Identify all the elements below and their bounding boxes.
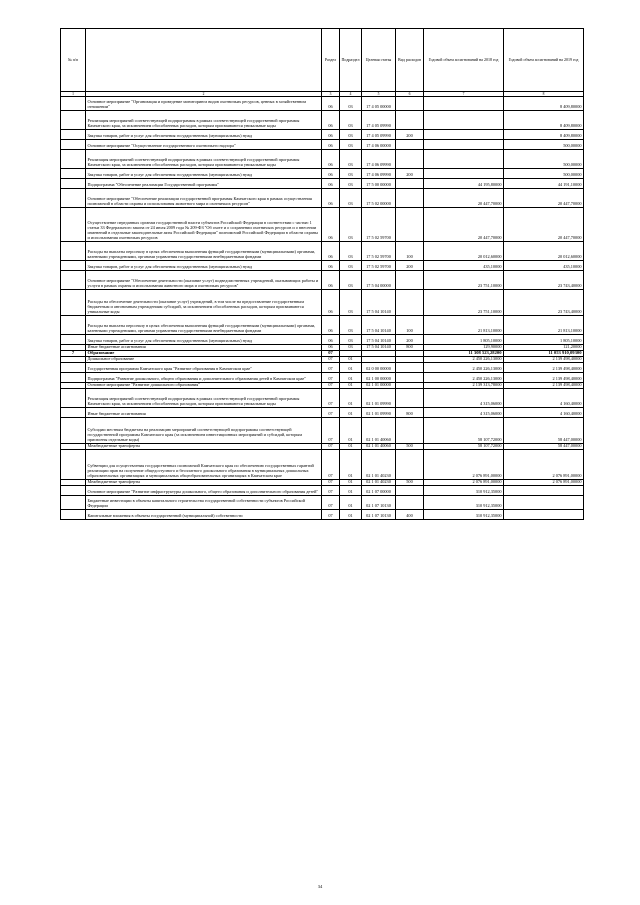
row-name: Подпрограмма "Обеспечение реализации Государственной программы" bbox=[86, 179, 322, 189]
row-subsection: 01 bbox=[340, 480, 362, 486]
row-subsection: 01 bbox=[340, 444, 362, 450]
row-amount-2018: 21 813,10000 bbox=[424, 316, 504, 335]
header-section: Раздел bbox=[322, 29, 340, 92]
row-subsection: 03 bbox=[340, 169, 362, 179]
row-amount-2019: 435,10000 bbox=[504, 261, 584, 271]
row-section: 06 bbox=[322, 335, 340, 345]
table-row bbox=[61, 335, 584, 345]
row-amount-2019: 121,20000 bbox=[504, 345, 584, 351]
row-section: 06 bbox=[322, 242, 340, 261]
table-row bbox=[61, 316, 584, 335]
table-row bbox=[61, 450, 584, 480]
row-subsection: 03 bbox=[340, 208, 362, 242]
row-name: Расходы на выплаты персоналу в целях обеспечения выполнения функций государственными (муниципальными) органами, казенными учреждениями, органами управления государственными внебюджетными фондами bbox=[86, 242, 322, 261]
row-number bbox=[61, 97, 86, 111]
row-number bbox=[61, 486, 86, 496]
row-amount-2019 bbox=[504, 510, 584, 520]
row-number bbox=[61, 510, 86, 520]
table-row bbox=[61, 189, 584, 208]
table-row bbox=[61, 373, 584, 383]
row-amount-2018: 2 076 891,00000 bbox=[424, 450, 504, 480]
column-number: 5 bbox=[362, 92, 396, 97]
row-name: Реализация мероприятий соответствующей подпрограммы в рамках соответствующей государственной программы Камчатского края, за исключением обособленных расходов, которым присваиваются уникальные коды bbox=[86, 150, 322, 169]
row-target-article: 02 1 01 00000 bbox=[362, 383, 396, 389]
row-amount-2019: 23 743,40000 bbox=[504, 290, 584, 316]
row-expense-type: 100 bbox=[396, 316, 424, 335]
row-subsection: 01 bbox=[340, 496, 362, 510]
row-section: 07 bbox=[322, 363, 340, 373]
row-expense-type bbox=[396, 150, 424, 169]
row-subsection: 03 bbox=[340, 140, 362, 150]
row-target-article: 02 1 07 00000 bbox=[362, 486, 396, 496]
header-expense-type: Вид расходов bbox=[396, 29, 424, 92]
row-target-article: 17 5 02 59700 bbox=[362, 242, 396, 261]
row-number bbox=[61, 496, 86, 510]
row-expense-type bbox=[396, 189, 424, 208]
row-section: 07 bbox=[322, 383, 340, 389]
row-amount-2018: 11 308 523,28200 bbox=[424, 351, 504, 357]
row-amount-2018: 2 139 313,78000 bbox=[424, 383, 504, 389]
row-amount-2019: 500,00000 bbox=[504, 150, 584, 169]
row-amount-2019: 20 012,60000 bbox=[504, 242, 584, 261]
row-amount-2019: 2 076 891,00000 bbox=[504, 480, 584, 486]
row-subsection: 03 bbox=[340, 316, 362, 335]
column-number: 1 bbox=[61, 92, 86, 97]
row-subsection: 01 bbox=[340, 408, 362, 418]
row-number bbox=[61, 335, 86, 345]
header-2019: Годовой объем ассигнований на 2019 год bbox=[504, 29, 584, 92]
row-amount-2018: 58 107,72000 bbox=[424, 444, 504, 450]
row-subsection: 03 bbox=[340, 111, 362, 130]
row-name: Закупка товаров, работ и услуг для обеспечения государственных (муниципальных) нужд bbox=[86, 335, 322, 345]
row-target-article: 02 1 01 40230 bbox=[362, 450, 396, 480]
row-expense-type bbox=[396, 363, 424, 373]
table-row bbox=[61, 261, 584, 271]
row-number bbox=[61, 169, 86, 179]
row-number bbox=[61, 363, 86, 373]
row-section: 07 bbox=[322, 486, 340, 496]
row-amount-2019: 500,00000 bbox=[504, 169, 584, 179]
row-name: Государственная программа Камчатского края "Развитие образования в Камчатском крае" bbox=[86, 363, 322, 373]
row-name: Закупка товаров, работ и услуг для обеспечения государственных (муниципальных) нужд bbox=[86, 169, 322, 179]
table-row bbox=[61, 389, 584, 408]
row-amount-2019: 20 447,70000 bbox=[504, 208, 584, 242]
row-amount-2018: 23 751,10000 bbox=[424, 271, 504, 290]
row-expense-type bbox=[396, 389, 424, 408]
row-amount-2018: 129,90000 bbox=[424, 345, 504, 351]
row-expense-type: 200 bbox=[396, 335, 424, 345]
row-subsection: 03 bbox=[340, 261, 362, 271]
row-amount-2019: 58 447,00000 bbox=[504, 418, 584, 444]
table-row bbox=[61, 111, 584, 130]
row-section: 06 bbox=[322, 169, 340, 179]
row-amount-2018 bbox=[424, 150, 504, 169]
row-section: 07 bbox=[322, 351, 340, 357]
row-subsection: 03 bbox=[340, 290, 362, 316]
row-target-article: 17 5 04 10140 bbox=[362, 316, 396, 335]
header-name bbox=[86, 29, 322, 92]
row-section: 07 bbox=[322, 389, 340, 408]
table-row bbox=[61, 130, 584, 140]
row-amount-2018: 2 450 226,13000 bbox=[424, 373, 504, 383]
row-subsection: 03 bbox=[340, 242, 362, 261]
row-amount-2019: 21 813,10000 bbox=[504, 316, 584, 335]
row-name: Межбюджетные трансферты bbox=[86, 480, 322, 486]
row-name: Основное мероприятие "Осуществление государственного охотничьего надзора" bbox=[86, 140, 322, 150]
row-amount-2018: 310 912,35000 bbox=[424, 496, 504, 510]
header-row bbox=[61, 29, 584, 92]
row-amount-2018 bbox=[424, 140, 504, 150]
row-number bbox=[61, 450, 86, 480]
table-row bbox=[61, 169, 584, 179]
row-expense-type: 800 bbox=[396, 408, 424, 418]
row-name: Иные бюджетные ассигнования bbox=[86, 408, 322, 418]
row-amount-2019: 8 409,80000 bbox=[504, 97, 584, 111]
row-expense-type bbox=[396, 450, 424, 480]
column-number: 2 bbox=[86, 92, 322, 97]
row-amount-2019: 2 139 498,40000 bbox=[504, 373, 584, 383]
table-row bbox=[61, 363, 584, 373]
row-amount-2018 bbox=[424, 97, 504, 111]
row-subsection: 01 bbox=[340, 383, 362, 389]
row-section: 06 bbox=[322, 345, 340, 351]
row-section: 06 bbox=[322, 261, 340, 271]
row-section: 06 bbox=[322, 97, 340, 111]
row-target-article: 17 5 02 00000 bbox=[362, 189, 396, 208]
row-target-article: 02 1 01 40230 bbox=[362, 480, 396, 486]
row-section: 06 bbox=[322, 316, 340, 335]
row-name: Закупка товаров, работ и услуг для обеспечения государственных (муниципальных) нужд bbox=[86, 130, 322, 140]
row-amount-2018: 58 107,72000 bbox=[424, 418, 504, 444]
row-expense-type bbox=[396, 179, 424, 189]
row-name: Субсидии местным бюджетам на реализацию мероприятий соответствующей подпрограммы соответствующей государственной программы Камчатского края (за исключением инвестиционных мероприятий и субсидий, которым присвоены отдельные коды) bbox=[86, 418, 322, 444]
header-target-article: Целевая статья bbox=[362, 29, 396, 92]
row-amount-2018: 435,10000 bbox=[424, 261, 504, 271]
column-number: 8 bbox=[504, 92, 584, 97]
row-amount-2018: 23 751,10000 bbox=[424, 290, 504, 316]
row-number bbox=[61, 290, 86, 316]
row-amount-2019: 20 447,70000 bbox=[504, 189, 584, 208]
row-number bbox=[61, 373, 86, 383]
row-section: 07 bbox=[322, 496, 340, 510]
table-row bbox=[61, 510, 584, 520]
row-subsection: 03 bbox=[340, 271, 362, 290]
row-amount-2018: 1 805,10000 bbox=[424, 335, 504, 345]
row-target-article: 17 5 04 00000 bbox=[362, 271, 396, 290]
column-number: 3 bbox=[322, 92, 340, 97]
table-row bbox=[61, 271, 584, 290]
row-number bbox=[61, 208, 86, 242]
row-section: 06 bbox=[322, 208, 340, 242]
column-number: 7 bbox=[424, 92, 504, 97]
row-amount-2019 bbox=[504, 496, 584, 510]
row-subsection: 01 bbox=[340, 418, 362, 444]
column-number: 6 bbox=[396, 92, 424, 97]
row-expense-type bbox=[396, 140, 424, 150]
row-amount-2019: 500,00000 bbox=[504, 140, 584, 150]
row-expense-type: 500 bbox=[396, 480, 424, 486]
row-section: 07 bbox=[322, 408, 340, 418]
row-amount-2018: 20 447,70000 bbox=[424, 189, 504, 208]
row-section: 06 bbox=[322, 290, 340, 316]
row-amount-2019 bbox=[504, 486, 584, 496]
row-amount-2019: 4 160,40000 bbox=[504, 389, 584, 408]
row-number bbox=[61, 140, 86, 150]
row-target-article: 17 4 05 09990 bbox=[362, 111, 396, 130]
row-subsection: 03 bbox=[340, 179, 362, 189]
row-amount-2018: 4 315,06000 bbox=[424, 408, 504, 418]
row-name: Основное мероприятие "Обеспечение реализации государственной программы Камчатского края в рамках осуществления полномочий в области охраны и использования животного мира и охотничьих ресурсов" bbox=[86, 189, 322, 208]
row-name: Основное мероприятие "Организация и проведение мониторинга видов охотничьих ресурсов, ценных в хозяйственном отношении" bbox=[86, 97, 322, 111]
row-subsection: 03 bbox=[340, 189, 362, 208]
row-amount-2018: 310 912,35000 bbox=[424, 486, 504, 496]
row-expense-type bbox=[396, 290, 424, 316]
row-name: Субвенции для осуществления государственных полномочий Камчатского края по обеспечению государственных гарантий реализации прав на получение общедоступного и бесплатного дошкольного образования в муниципальных дошкольных образовательных организациях и муниципальных общеобразовательных организациях в Камчатском крае bbox=[86, 450, 322, 480]
row-expense-type bbox=[396, 486, 424, 496]
row-expense-type bbox=[396, 373, 424, 383]
row-subsection: 01 bbox=[340, 510, 362, 520]
row-name: Иные бюджетные ассигнования bbox=[86, 345, 322, 351]
row-name: Реализация мероприятий соответствующей подпрограммы в рамках соответствующей государственной программы Камчатского края, за исключением обособленных расходов, которым присваиваются уникальные коды bbox=[86, 389, 322, 408]
row-target-article: 17 4 06 00000 bbox=[362, 140, 396, 150]
row-number: 7 bbox=[61, 351, 86, 357]
header-number: № п/п bbox=[61, 29, 86, 92]
budget-table-page bbox=[60, 28, 583, 520]
row-subsection: 01 bbox=[340, 450, 362, 480]
row-amount-2018: 4 315,06000 bbox=[424, 389, 504, 408]
row-number bbox=[61, 150, 86, 169]
row-expense-type bbox=[396, 97, 424, 111]
row-section: 06 bbox=[322, 189, 340, 208]
row-target-article: 17 5 00 00000 bbox=[362, 179, 396, 189]
row-number bbox=[61, 389, 86, 408]
row-subsection: 01 bbox=[340, 373, 362, 383]
row-expense-type: 800 bbox=[396, 345, 424, 351]
row-name: Реализация мероприятий соответствующей подпрограммы в рамках соответствующей государственной программы Камчатского края, за исключением обособленных расходов, которым присваиваются уникальные коды bbox=[86, 111, 322, 130]
row-number bbox=[61, 316, 86, 335]
row-target-article: 17 4 06 09990 bbox=[362, 169, 396, 179]
row-expense-type: 200 bbox=[396, 261, 424, 271]
row-section: 07 bbox=[322, 373, 340, 383]
table-row bbox=[61, 290, 584, 316]
row-target-article: 17 5 02 59700 bbox=[362, 261, 396, 271]
row-section: 06 bbox=[322, 271, 340, 290]
row-target-article: 17 5 04 10140 bbox=[362, 345, 396, 351]
row-name: Основное мероприятие "Развитие дошкольного образования" bbox=[86, 383, 322, 389]
row-amount-2018: 44 195,80000 bbox=[424, 179, 504, 189]
row-amount-2019: 1 805,10000 bbox=[504, 335, 584, 345]
row-subsection: 03 bbox=[340, 130, 362, 140]
row-amount-2019: 8 409,80000 bbox=[504, 130, 584, 140]
row-amount-2019: 4 160,40000 bbox=[504, 408, 584, 418]
row-subsection: 01 bbox=[340, 389, 362, 408]
row-amount-2019: 2 139 498,40000 bbox=[504, 363, 584, 373]
row-target-article: 17 5 04 10140 bbox=[362, 335, 396, 345]
row-number bbox=[61, 130, 86, 140]
row-subsection: 03 bbox=[340, 97, 362, 111]
row-section: 06 bbox=[322, 179, 340, 189]
row-target-article: 02 1 00 00000 bbox=[362, 373, 396, 383]
row-target-article: 17 5 04 10140 bbox=[362, 290, 396, 316]
row-amount-2018: 2 450 226,13000 bbox=[424, 357, 504, 363]
table-row bbox=[61, 408, 584, 418]
budget-table bbox=[60, 28, 584, 520]
row-target-article: 02 1 01 09990 bbox=[362, 408, 396, 418]
row-name: Закупка товаров, работ и услуг для обеспечения государственных (муниципальных) нужд bbox=[86, 261, 322, 271]
row-amount-2019: 11 053 910,09300 bbox=[504, 351, 584, 357]
table-row bbox=[61, 140, 584, 150]
row-name: Основное мероприятие "Развитие инфраструктуры дошкольного, общего образования и дополнительного образования детей" bbox=[86, 486, 322, 496]
row-name: Основное мероприятие "Обеспечение деятельности (оказание услуг) подведомственных учреждений, оказывающих работы и услуги в рамках охраны и использования животного мира и охотничьих ресурсов" bbox=[86, 271, 322, 290]
table-row bbox=[61, 208, 584, 242]
row-subsection: 01 bbox=[340, 486, 362, 496]
table-row bbox=[61, 496, 584, 510]
column-number: 4 bbox=[340, 92, 362, 97]
row-section: 07 bbox=[322, 418, 340, 444]
row-number bbox=[61, 408, 86, 418]
page-number: 34 bbox=[317, 884, 323, 889]
row-expense-type: 200 bbox=[396, 130, 424, 140]
row-name: Бюджетные инвестиции в объекты капитального строительства государственной собственности субъектов Российской Федерации bbox=[86, 496, 322, 510]
row-amount-2019: 2 076 891,00000 bbox=[504, 450, 584, 480]
table-row bbox=[61, 242, 584, 261]
row-expense-type: 400 bbox=[396, 510, 424, 520]
row-amount-2019: 23 743,40000 bbox=[504, 271, 584, 290]
row-amount-2019: 58 447,00000 bbox=[504, 444, 584, 450]
row-target-article: 02 1 07 10130 bbox=[362, 496, 396, 510]
table-row bbox=[61, 150, 584, 169]
row-section: 07 bbox=[322, 444, 340, 450]
row-amount-2019: 2 139 498,40000 bbox=[504, 357, 584, 363]
row-amount-2018 bbox=[424, 169, 504, 179]
table-row bbox=[61, 97, 584, 111]
header-2018: Годовой объем ассигнований на 2018 год bbox=[424, 29, 504, 92]
row-target-article: 17 4 06 09990 bbox=[362, 150, 396, 169]
row-number bbox=[61, 271, 86, 290]
row-target-article: 17 5 02 59700 bbox=[362, 208, 396, 242]
row-name: Подпрограмма "Развитие дошкольного, общего образования и дополнительного образования детей в Камчатском крае" bbox=[86, 373, 322, 383]
row-section: 06 bbox=[322, 111, 340, 130]
row-amount-2018 bbox=[424, 111, 504, 130]
row-section: 07 bbox=[322, 480, 340, 486]
table-row bbox=[61, 179, 584, 189]
row-target-article: 02 1 01 40060 bbox=[362, 444, 396, 450]
row-amount-2018: 20 447,70000 bbox=[424, 208, 504, 242]
row-amount-2019: 44 191,10000 bbox=[504, 179, 584, 189]
row-number bbox=[61, 261, 86, 271]
table-row bbox=[61, 418, 584, 444]
row-section: 07 bbox=[322, 510, 340, 520]
row-subsection: 03 bbox=[340, 150, 362, 169]
row-expense-type bbox=[396, 271, 424, 290]
row-target-article: 02 1 01 40060 bbox=[362, 418, 396, 444]
row-subsection: 03 bbox=[340, 335, 362, 345]
table-row bbox=[61, 486, 584, 496]
row-section: 07 bbox=[322, 450, 340, 480]
row-number bbox=[61, 189, 86, 208]
row-number bbox=[61, 111, 86, 130]
row-amount-2018: 2 450 226,13000 bbox=[424, 363, 504, 373]
row-name: Расходы на выплаты персоналу в целях обеспечения выполнения функций государственными (муниципальными) органами, казенными учреждениями, органами управления государственными внебюджетными фондами bbox=[86, 316, 322, 335]
row-amount-2018 bbox=[424, 130, 504, 140]
row-expense-type: 500 bbox=[396, 444, 424, 450]
row-section: 06 bbox=[322, 150, 340, 169]
row-amount-2018: 20 012,60000 bbox=[424, 242, 504, 261]
row-expense-type bbox=[396, 496, 424, 510]
row-expense-type: 100 bbox=[396, 242, 424, 261]
row-target-article: 02 0 00 00000 bbox=[362, 363, 396, 373]
row-expense-type bbox=[396, 418, 424, 444]
row-expense-type bbox=[396, 111, 424, 130]
row-name: Капитальные вложения в объекты государственной (муниципальной) собственности bbox=[86, 510, 322, 520]
row-name: Дошкольное образование bbox=[86, 357, 322, 363]
row-name: Осуществление переданных органам государственной власти субъектов Российской Федерации в соответствии с частью 1 статьи 33 Федерального закона от 24 июля 2009 года № 209-ФЗ "Об охоте и о сохранении охотничьих ресурсов и о внесении изменений в отдельные законодательные акты Российской Федерации" полномочий Российской Федерации в области охраны и использования охотничьих ресурсов bbox=[86, 208, 322, 242]
row-amount-2019: 8 409,80000 bbox=[504, 111, 584, 130]
row-number bbox=[61, 179, 86, 189]
row-subsection: 01 bbox=[340, 363, 362, 373]
row-subsection: 03 bbox=[340, 345, 362, 351]
row-name: Образование bbox=[86, 351, 322, 357]
row-section: 06 bbox=[322, 140, 340, 150]
row-amount-2019: 2 139 498,40000 bbox=[504, 383, 584, 389]
row-expense-type: 200 bbox=[396, 169, 424, 179]
header-subsection: Подраздел bbox=[340, 29, 362, 92]
row-amount-2018: 2 076 891,00000 bbox=[424, 480, 504, 486]
row-number bbox=[61, 418, 86, 444]
row-section: 07 bbox=[322, 357, 340, 363]
row-target-article: 17 4 05 00000 bbox=[362, 97, 396, 111]
row-target-article: 02 1 07 10130 bbox=[362, 510, 396, 520]
row-section: 06 bbox=[322, 130, 340, 140]
row-amount-2018: 310 912,35000 bbox=[424, 510, 504, 520]
row-target-article: 17 4 05 09990 bbox=[362, 130, 396, 140]
row-expense-type bbox=[396, 208, 424, 242]
row-name: Расходы на обеспечение деятельности (оказание услуг) учреждений, в том числе на предоставление государственным бюджетным и автономным учреждениям субсидий, за исключением обособленных расходов, которым присваиваются уникальные коды bbox=[86, 290, 322, 316]
row-subsection: 01 bbox=[340, 357, 362, 363]
row-target-article: 02 1 01 09990 bbox=[362, 389, 396, 408]
row-name: Межбюджетные трансферты bbox=[86, 444, 322, 450]
row-number bbox=[61, 242, 86, 261]
